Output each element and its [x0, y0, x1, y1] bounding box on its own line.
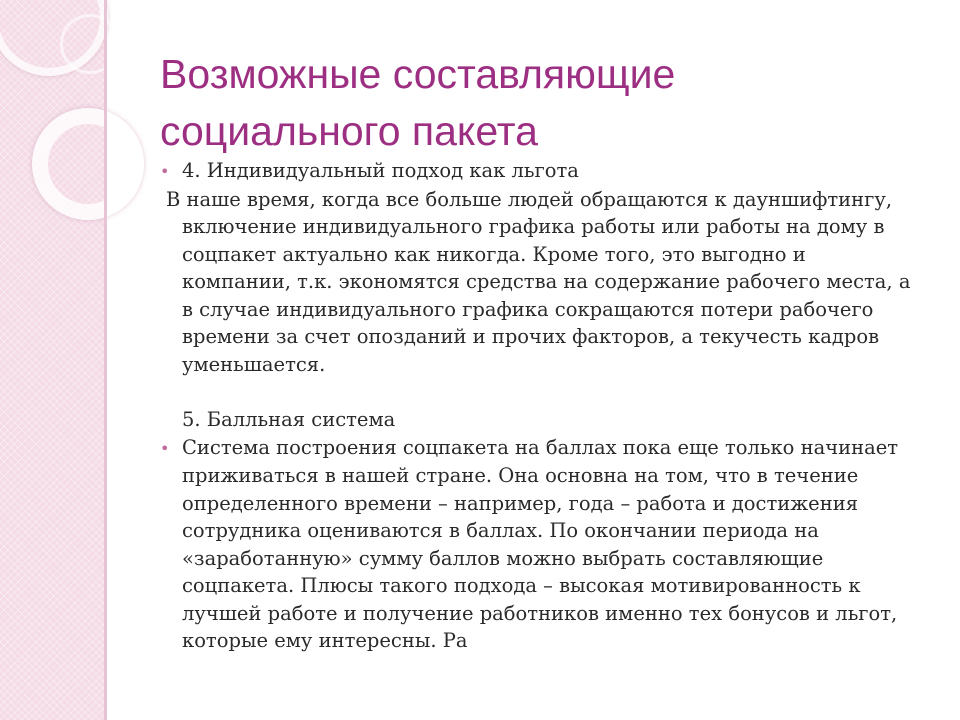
- spacer: [160, 378, 920, 406]
- slide-title: Возможные составляющие социального пакета: [160, 51, 676, 154]
- item-text: В наше время, когда все больше людей обращаются к дауншифтингу, включение индивидуального графика работы или работы на дому в соцпакет актуально как никогда. Кроме того, это выгодно и компании, т.к. экономятся средства на содержание рабочего места, а в случае индивидуального графика сокращаются потери рабочего времени за счет опозданий и прочих факторов, а текучесть кадров уменьшается.: [166, 187, 911, 376]
- decorative-ring-middle: [32, 108, 144, 220]
- paragraph-individual-approach: [160, 186, 920, 379]
- item-text: 4. Индивидуальный подход как льгота: [182, 159, 579, 182]
- item-text: Система построения соцпакета на баллах пока еще только начинает приживаться в нашей стране. Она основна на том, что в течение определенного времени – например, года – работа и достижения сотрудника оцениваются в баллах. По окончании периода на «заработанную» сумму баллов можно выбрать составляющие соцпакета. Плюсы такого подхода – высокая мотивированность к лучшей работе и получение работников именно тех бонусов и льгот, которые ему интересны. Ра: [182, 435, 899, 652]
- bullet-icon: •: [160, 438, 170, 458]
- decorative-sidebar: [0, 0, 107, 720]
- bullet-icon: •: [160, 162, 170, 181]
- decorative-ring-small: [60, 14, 120, 74]
- item-text: 5. Балльная система: [182, 408, 396, 431]
- list-item-benefit-4-heading: [160, 157, 920, 186]
- slide-content: [160, 157, 920, 655]
- list-item-benefit-5-heading: [160, 406, 920, 434]
- list-item-points-system: [160, 434, 920, 655]
- sidebar-border: [104, 0, 107, 720]
